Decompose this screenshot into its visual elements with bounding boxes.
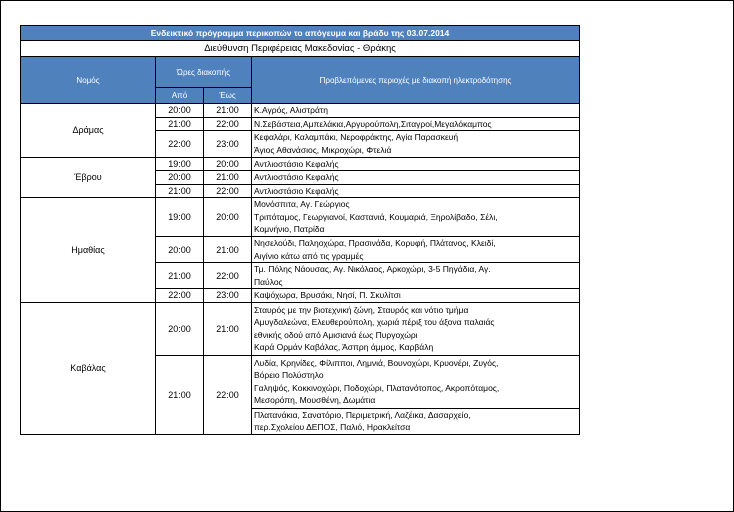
table-row	[21, 198, 580, 237]
to-cell: 20:00	[204, 198, 252, 237]
area-line: Αντλιοστάσιο Κεφαλής	[254, 172, 339, 182]
area-line: Ν.Σεβάστεια,Αμπελάκια,Αργυρούπολη,Σιταγροί,Μεγαλόκαμπος	[254, 118, 492, 129]
from-cell: 21:00	[156, 263, 204, 289]
areas-cell	[252, 104, 580, 118]
to-cell: 21:00	[204, 302, 252, 355]
nomos-cell: Έβρου	[21, 157, 156, 198]
to-cell: 21:00	[204, 104, 252, 118]
to-cell: 22:00	[204, 184, 252, 198]
from-cell: 21:00	[156, 184, 204, 198]
from-cell: 20:00	[156, 171, 204, 185]
from-cell: 19:00	[156, 157, 204, 171]
area-line: εθνικής οδού από Αμισιανά έως Πυργοχώρι	[254, 329, 418, 340]
to-cell: 22:00	[204, 117, 252, 131]
area-line: Τμ. Πόλης Νάουσας, Αγ. Νικόλαος, Αρκοχώρι, 3-5 Πηγάδια, Αγ.	[254, 264, 491, 274]
area-line: Άγιος Αθανάσιος, Μικροχώρι, Φτελιά	[254, 144, 392, 155]
area-line: Βόρειο Πολύστηλο	[254, 370, 324, 380]
areas-cell	[252, 237, 580, 263]
header-areas: Προβλεπόμενες περιοχές με διακοπή ηλεκτροδότησης	[252, 57, 580, 104]
nomos-cell: Ημαθίας	[21, 198, 156, 303]
header-to: Έως	[204, 88, 252, 104]
from-cell: 19:00	[156, 198, 204, 237]
area-line: Νησελούδι, Παληοχώρα, Πρασινάδα, Κορυφή, Πλάτανος, Κλειδί,	[254, 238, 496, 248]
from-cell: 22:00	[156, 289, 204, 303]
area-line: Λυδία, Κρηνίδες, Φίλιπποι, Λημνιά, Βουνοχώρι, Κρυονέρι, Ζυγός,	[254, 357, 499, 368]
areas-cell	[252, 144, 580, 158]
area-line: Καψόχωρα, Βρυσάκι, Νησί, Π. Σκυλίτσι	[254, 290, 401, 300]
area-line: Καρά Ορμάν Καβάλας, Άσπρη άμμος, Καρβάλη	[254, 342, 434, 352]
area-line: Κεφαλάρι, Καλαμπάκι, Νεροφράκτης, Αγία Παρασκευή	[254, 132, 459, 142]
areas-cell	[252, 117, 580, 131]
table-row	[21, 157, 580, 171]
to-cell: 21:00	[204, 171, 252, 185]
header-hours: Ώρες διακοπής	[156, 57, 252, 88]
areas-cell	[252, 289, 580, 303]
table-row	[21, 302, 580, 355]
areas-cell	[252, 171, 580, 185]
area-line: Μεσορόπη, Μουσθένη, Δωμάτια	[254, 395, 376, 405]
areas-cell	[252, 302, 580, 355]
table-row	[21, 104, 580, 118]
table-subtitle: Διεύθυνση Περιφέρειας Μακεδονίας - Θράκης	[21, 41, 580, 57]
from-cell: 20:00	[156, 302, 204, 355]
to-cell: 20:00	[204, 157, 252, 171]
to-cell: 22:00	[204, 355, 252, 434]
from-cell: 20:00	[156, 237, 204, 263]
outage-schedule-table	[20, 25, 580, 435]
nomos-cell: Δράμας	[21, 104, 156, 158]
area-line: Πλατανάκια, Σανατόριο, Περιμετρική, Λαζέικα, Δασαρχείο,	[254, 409, 471, 420]
from-cell: 21:00	[156, 117, 204, 131]
area-line: Σταυρός με την βιοτεχνική ζώνη, Σταυρός και νότιο τμήμα	[254, 304, 469, 315]
from-cell: 21:00	[156, 355, 204, 434]
header-from: Από	[156, 88, 204, 104]
area-line: περ.Σχολείου ΔΕΠΟΣ, Παλιό, Ηρακλείτσα	[254, 422, 411, 432]
areas-cell	[252, 131, 580, 144]
areas-cell	[252, 198, 580, 237]
from-cell: 20:00	[156, 104, 204, 118]
area-line: Κ.Αγρός, Αλιστράτη	[254, 105, 328, 115]
areas-cell	[252, 355, 580, 408]
to-cell: 23:00	[204, 131, 252, 158]
from-cell: 22:00	[156, 131, 204, 158]
area-line: Αιγίνιο κάτω από τις γραμμές	[254, 250, 364, 261]
area-line: Τριπόταμος, Γεωργιανοί, Καστανιά, Κουμαριά, Ξηρολίβαδο, Σέλι,	[254, 211, 498, 222]
area-line: Αντλιοστάσιο Κεφαλής	[254, 158, 339, 169]
header-nomos: Νομός	[21, 57, 156, 104]
areas-cell	[252, 157, 580, 171]
to-cell: 22:00	[204, 263, 252, 289]
area-line: Αντλιοστάσιο Κεφαλής	[254, 185, 339, 196]
area-line: Γαληψός, Κοκκινοχώρι, Ποδοχώρι, Πλατανότοπος, Ακροπόταμος,	[254, 382, 500, 393]
to-cell: 21:00	[204, 237, 252, 263]
area-line: Παύλος	[254, 276, 283, 287]
area-line: Αμυγδαλεώνα, Ελευθερούπολη, χωριά πέριξ του άξονα παλαιάς	[254, 317, 495, 327]
areas-cell	[252, 184, 580, 198]
nomos-cell: Καβάλας	[21, 302, 156, 434]
area-line: Μονόσπιτα, Αγ. Γεώργιος	[254, 199, 350, 210]
table-title: Ενδεικτικό πρόγραμμα περικοπών το απόγευμα και βράδυ της 03.07.2014	[21, 26, 580, 41]
to-cell: 23:00	[204, 289, 252, 303]
area-line: Κομνήνιο, Πατρίδα	[254, 224, 325, 235]
areas-cell	[252, 408, 580, 434]
areas-cell	[252, 263, 580, 289]
